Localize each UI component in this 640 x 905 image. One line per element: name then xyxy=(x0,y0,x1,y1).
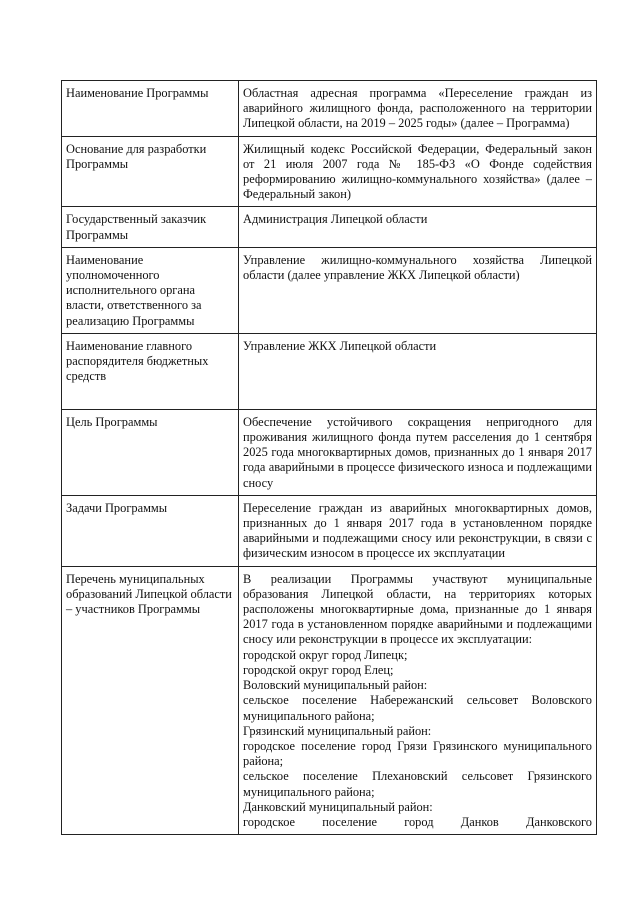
row-label: Наименование главного распорядителя бюджетных средств xyxy=(62,333,239,409)
table-row xyxy=(62,566,597,834)
list-line: городское поселение город Данков Данковского xyxy=(243,814,592,829)
list-line: сельское поселение Плехановский сельсовет Грязинского муниципального района; xyxy=(243,769,592,799)
row-label: Перечень муниципальных образований Липецкой области – участников Программы xyxy=(62,566,239,834)
program-passport-table xyxy=(61,80,597,835)
row-value: Управление ЖКХ Липецкой области xyxy=(239,333,597,409)
row-label: Задачи Программы xyxy=(62,495,239,566)
list-line: городской округ город Липецк; xyxy=(243,647,408,662)
row-label: Наименование уполномоченного исполнительного органа власти, ответственного за реализацию Программы xyxy=(62,247,239,333)
row-label: Основание для разработки Программы xyxy=(62,136,239,207)
table-row xyxy=(62,247,597,333)
table-row xyxy=(62,136,597,207)
table-row xyxy=(62,81,597,137)
row-label: Цель Программы xyxy=(62,409,239,495)
table-row xyxy=(62,207,597,247)
row-value: Жилищный кодекс Российской Федерации, Федеральный закон от 21 июля 2007 года № 185-ФЗ «О Фонде содействия реформированию жилищно-коммунального хозяйства» (далее – Федеральный закон) xyxy=(239,136,597,207)
list-line: сельское поселение Набережанский сельсовет Воловского муниципального района; xyxy=(243,693,592,723)
row-value: Администрация Липецкой области xyxy=(239,207,597,247)
row-value: Переселение граждан из аварийных многоквартирных домов, признанных до 1 января 2017 года в установленном порядке аварийными и подлежащими сносу или реконструкции, в связи с физическим износом в процессе их эксплуатации xyxy=(239,495,597,566)
table-row xyxy=(62,333,597,409)
row-label: Наименование Программы xyxy=(62,81,239,137)
row-value: Обеспечение устойчивого сокращения непригодного для проживания жилищного фонда путем расселения до 1 сентября 2025 года многоквартирных домов, признанных до 1 января 2017 года аварийными в процессе физического износа и подлежащими сносу xyxy=(239,409,597,495)
table-row xyxy=(62,495,597,566)
municipalities-list xyxy=(239,566,597,834)
list-line: Грязинский муниципальный район: xyxy=(243,723,432,738)
list-line: городское поселение город Грязи Грязинского муниципального района; xyxy=(243,738,592,769)
row-label: Государственный заказчик Программы xyxy=(62,207,239,247)
list-line: Данковский муниципальный район: xyxy=(243,799,433,814)
row-value: Областная адресная программа «Переселение граждан из аварийного жилищного фонда, расположенного на территории Липецкой области, на 2019 – 2025 годы» (далее – Программа) xyxy=(239,81,597,137)
list-line: В реализации Программы участвуют муниципальные образования Липецкой области, на территориях которых расположены многоквартирные дома, признанные до 1 января 2017 года в установленном порядке аварийными и подлежащими сносу или реконструкции в процессе их эксплуатации: xyxy=(243,571,592,647)
list-line: городской округ город Елец; xyxy=(243,662,394,677)
list-line: Воловский муниципальный район: xyxy=(243,678,428,693)
row-value: Управление жилищно-коммунального хозяйства Липецкой области (далее управление ЖКХ Липецкой области) xyxy=(239,247,597,333)
table-row xyxy=(62,409,597,495)
